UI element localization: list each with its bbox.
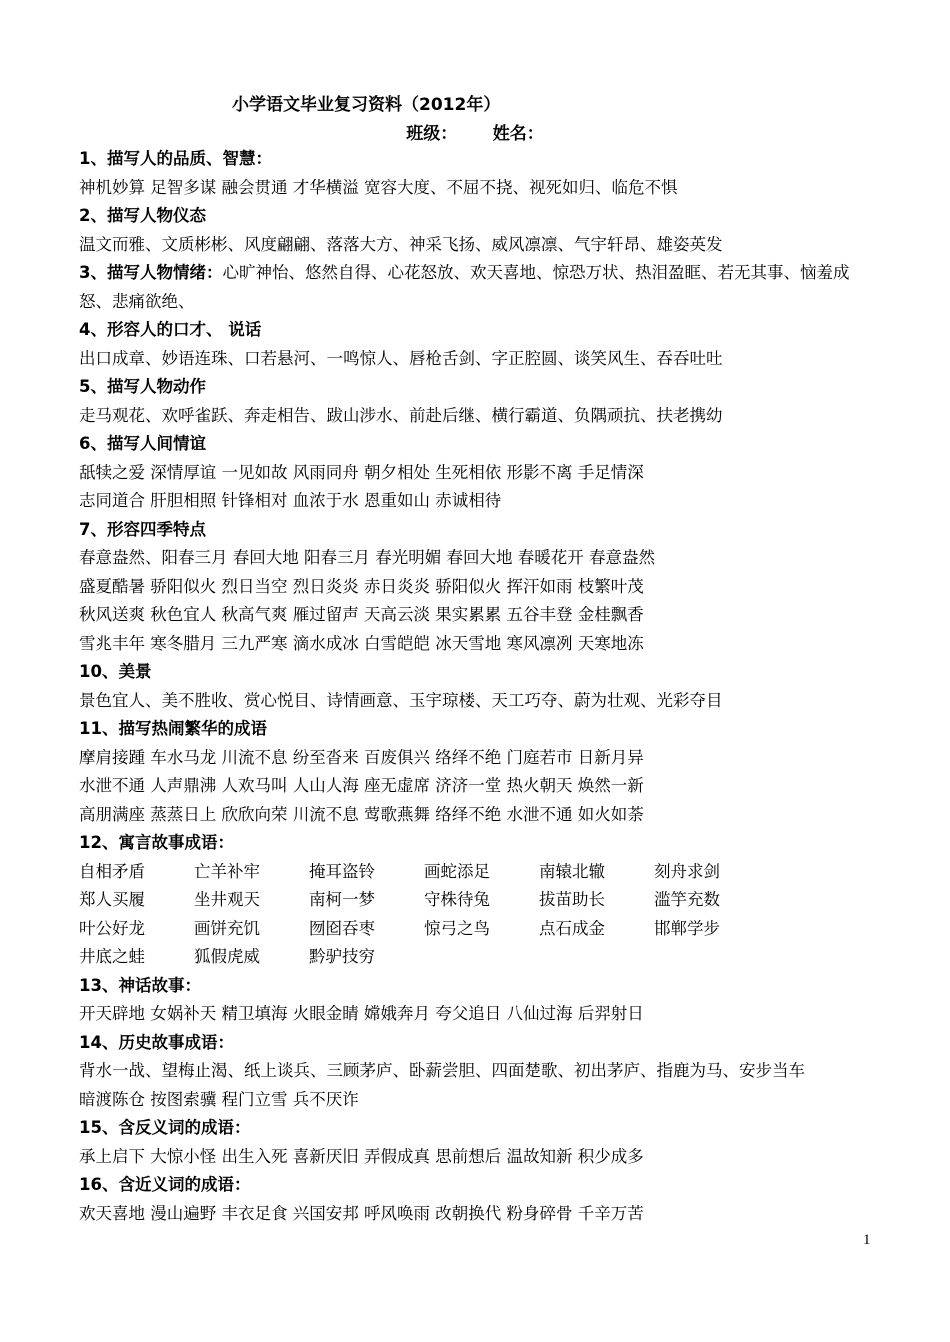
section-line: 承上启下 大惊小怪 出生入死 喜新厌旧 弄假成真 思前想后 温故知新 积少成多: [79, 1146, 644, 1166]
idiom-cell: 邯郸学步: [654, 918, 720, 938]
idiom-cell: 南辕北辙: [539, 861, 605, 881]
section-line: 景色宜人、美不胜收、赏心悦目、诗情画意、玉宇琼楼、天工巧夺、蔚为壮观、光彩夺目: [79, 690, 723, 710]
idiom-cell: 黔驴技穷: [309, 947, 375, 966]
section-line: 盛夏酷暑 骄阳似火 烈日当空 烈日炎炎 赤日炎炎 骄阳似火 挥汗如雨 枝繁叶茂: [79, 576, 644, 596]
idiom-cell: 拔苗助长: [539, 890, 605, 909]
section-line: 舐犊之爱 深情厚谊 一见如故 风雨同舟 朝夕相处 生死相依 形影不离 手足情深: [79, 462, 644, 482]
idiom-cell: 画饼充饥: [194, 918, 260, 938]
section-line: 背水一战、望梅止渴、纸上谈兵、三顾茅庐、卧薪尝胆、四面楚歌、初出茅庐、指鹿为马、安步当车: [79, 1061, 805, 1080]
idiom-cell: 井底之蛙: [79, 947, 145, 966]
section-line: 摩肩接踵 车水马龙 川流不息 纷至沓来 百废俱兴 络绎不绝 门庭若市 日新月异: [79, 747, 644, 767]
section-line: 开天辟地 女娲补天 精卫填海 火眼金睛 嫦娥奔月 夸父追日 八仙过海 后羿射日: [79, 1004, 644, 1023]
section-heading: 13、神话故事：: [79, 975, 201, 995]
idiom-cell: 自相矛盾: [79, 861, 145, 881]
section-text: 心旷神怡、悠然自得、心花怒放、欢天喜地、惊恐万状、热泪盈眶、若无其事、恼羞成怒、悲痛欲绝、: [79, 263, 850, 311]
section-heading: 12、寓言故事成语：: [79, 833, 234, 852]
section-line: 雪兆丰年 寒冬腊月 三九严寒 滴水成冰 白雪皑皑 冰天雪地 寒风凛冽 天寒地冻: [79, 633, 644, 653]
idiom-cell: 守株待兔: [424, 890, 490, 909]
idiom-cell: 掩耳盗铃: [309, 861, 375, 881]
class-label: 班级：: [406, 124, 458, 144]
idiom-cell: 南柯一梦: [309, 890, 375, 909]
section-heading: 5、描写人物动作: [79, 377, 206, 396]
idiom-cell: 画蛇添足: [424, 861, 490, 881]
section-line: 走马观花、欢呼雀跃、奔走相告、跋山涉水、前赴后继、横行霸道、负隅顽抗、扶老携幼: [79, 405, 723, 425]
section-heading: 15、含反义词的成语：: [79, 1118, 251, 1137]
section-heading: 4、形容人的口才、 说话: [79, 320, 262, 339]
idiom-cell: 刻舟求剑: [654, 861, 720, 881]
idiom-cell: 狐假虎威: [194, 947, 260, 966]
section-heading: 10、美景: [79, 662, 152, 681]
section-line: 欢天喜地 漫山遍野 丰衣足食 兴国安邦 呼风唤雨 改朝换代 粉身碎骨 千辛万苦: [79, 1203, 644, 1223]
idiom-cell: 郑人买履: [79, 890, 145, 909]
section-line: 暗渡陈仓 按图索骥 程门立雪 兵不厌诈: [79, 1089, 359, 1109]
idiom-cell: 亡羊补牢: [194, 861, 260, 881]
idiom-cell: 囫囵吞枣: [309, 918, 375, 938]
idiom-cell: 惊弓之鸟: [424, 918, 490, 938]
document-body: [79, 145, 879, 1228]
section-line: 秋风送爽 秋色宜人 秋高气爽 雁过留声 天高云淡 果实累累 五谷丰登 金桂飘香: [79, 605, 644, 624]
section-heading: 11、描写热闹繁华的成语: [79, 719, 267, 738]
student-info: [0, 119, 950, 144]
section-heading: 1、描写人的品质、智慧：: [79, 149, 272, 168]
section-heading: 6、描写人间情谊: [79, 434, 206, 453]
idiom-cell: 滥竽充数: [654, 890, 720, 909]
section-heading: 2、描写人物仪态: [79, 206, 206, 225]
section-line: 春意盎然、阳春三月 春回大地 阳春三月 春光明媚 春回大地 春暖花开 春意盎然: [79, 548, 655, 567]
page-number: 1: [863, 1232, 871, 1248]
idiom-cell: 点石成金: [539, 918, 605, 938]
idiom-cell: 叶公好龙: [79, 918, 145, 938]
idiom-cell: 坐井观天: [194, 890, 260, 909]
section-heading: 14、历史故事成语：: [79, 1032, 234, 1052]
section-line: 神机妙算 足智多谋 融会贯通 才华横溢 宽容大度、不屈不挠、视死如归、临危不惧: [79, 177, 678, 197]
section-emotion: [79, 259, 879, 316]
section-heading: 3、描写人物情绪：: [79, 263, 223, 282]
document-title: 小学语文毕业复习资料（2012年）: [232, 95, 501, 115]
section-line: 温文而雅、文质彬彬、风度翩翩、落落大方、神采飞扬、威风凛凛、气宇轩昂、雄姿英发: [79, 234, 723, 254]
section-line: 出口成章、妙语连珠、口若悬河、一鸣惊人、唇枪舌剑、字正腔圆、谈笑风生、吞吞吐吐: [79, 348, 723, 368]
idiom-grid: [79, 858, 879, 972]
section-heading: 7、形容四季特点: [79, 519, 206, 539]
name-label: 姓名：: [492, 124, 544, 144]
section-line: 志同道合 肝胆相照 针锋相对 血浓于水 恩重如山 赤诚相待: [79, 491, 502, 510]
section-line: 高朋满座 蒸蒸日上 欣欣向荣 川流不息 莺歌燕舞 络绎不绝 水泄不通 如火如荼: [79, 804, 644, 824]
section-line: 水泄不通 人声鼎沸 人欢马叫 人山人海 座无虚席 济济一堂 热火朝天 焕然一新: [79, 776, 644, 795]
section-heading: 16、含近义词的成语：: [79, 1175, 251, 1194]
